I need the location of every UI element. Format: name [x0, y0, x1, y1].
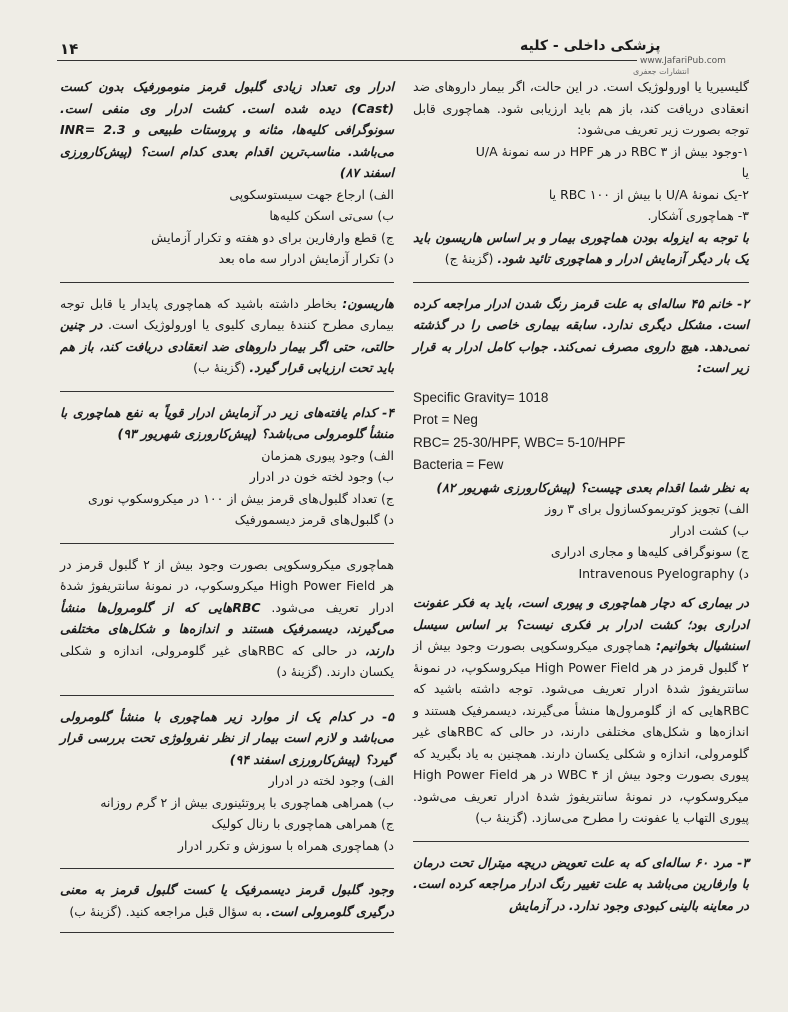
q2-answer-choice: (گزینهٔ ب) [475, 810, 528, 825]
option-item: ب) سی‌تی اسکن کلیه‌ها [269, 208, 394, 223]
q4-options [60, 445, 394, 531]
q2-options [413, 498, 749, 584]
q3-answer [60, 293, 394, 379]
chapter-title: پزشکی داخلی - کلیه [520, 38, 661, 54]
option-item: ب) همراهی هماچوری با پروتئینوری بیش از ۲ گرم روزانه [100, 794, 394, 810]
q3-answer-choice: (گزینهٔ ب) [193, 360, 246, 375]
q4-answer-text: هماچوری میکروسکوپی بصورت وجود بیش از ۲ گلبول قرمز در هر High Power Field میکروسکوپ، در نمونهٔ سانتریفوژ شدهٔ ادرار تعریف می‌شود. [60, 556, 395, 615]
option-item: د) گلبول‌های قرمز دیسمورفیک [234, 512, 394, 527]
section-divider [60, 543, 394, 544]
option-item: ج) سونوگرافی کلیه‌ها و مجاری ادراری [550, 544, 749, 559]
q3-options [60, 184, 394, 270]
option-item: الف) وجود لخته در ادرار [268, 773, 394, 788]
intro-or: یا [741, 165, 749, 180]
q3-stem: ۳- مرد ۶۰ ساله‌ای که به علت تعویض دریچه میترال تحت درمان با وارفارین می‌باشد به علت تغییر رنگ ادرار مراجعه کرده است. در معاینه بالینی کبودی وجود ندارد. در آزمایش [413, 854, 749, 913]
left-column [60, 76, 394, 933]
q2-question: به نظر شما اقدام بعدی چیست؟ (پیش‌کارورزی شهریور ۸۲) [436, 479, 749, 495]
option-item: ب) کشت ادرار [670, 522, 749, 538]
watermark-label: انتشارات جعفری [633, 67, 690, 76]
intro-conclusion [413, 227, 749, 270]
q3-answer-bold: در چنین حالتی، حتی اگر بیمار داروهای ضد انعقادی دریافت کند، باز هم باید تحت ارزیابی قرار گیرد. [60, 317, 394, 375]
q2-answer-text: هماچوری میکروسکوپی بصورت وجود بیش از ۲ گلبول قرمز در هر High Power Field میکروسکوپ، در نمونهٔ سانتریفوژ شدهٔ ادرار تعریف می‌شود. توجه داشته باشید که RBCهایی که از گلومرول‌ها منشأ می‌گیرند، دیسمرفیک هستند و اندازه‌ها و شکل‌های مختلفی دارند، در حالی که RBCهای غیر گلومرولی، اندازه و شکلی یکسان دارند. همچنین به یاد بگیرید که پیوری بصورت وجود بیش از ۴ WBC در هر High Power Field میکروسکوپ، در نمونهٔ سانتریفوژ شدهٔ ادرار تعریف می‌شود. پیوری التهاب یا عفونت را مطرح می‌سازد. [413, 638, 749, 825]
section-divider [60, 391, 394, 392]
q5-answer-choice: (گزینهٔ ب) [69, 903, 122, 919]
option-item: د) تکرار آزمایش ادرار سه ماه بعد [218, 251, 394, 266]
section-divider [60, 695, 394, 696]
section-divider [60, 868, 394, 869]
q4-answer [60, 554, 394, 683]
option-item: د) هماچوری همراه با سوزش و تکرر ادرار [177, 837, 394, 853]
section-divider [413, 282, 749, 283]
q5-options [60, 770, 394, 856]
lab-line: Specific Gravity= 1018 [413, 389, 549, 405]
intro-criterion-1: ۱-وجود بیش از ۳ RBC در هر HPF در سه نمونهٔ U/A [475, 143, 749, 159]
lab-line: Bacteria = Few [413, 457, 504, 472]
q4-answer-choice: (گزینهٔ د) [276, 664, 323, 679]
intro-criterion-2: ۲-یک نمونهٔ U/A با بیش از ۱۰۰ RBC یا [548, 186, 749, 202]
option-item: الف) ارجاع جهت سیستوسکوپی [229, 186, 394, 202]
section-divider [60, 932, 394, 933]
q5-answer-bold: وجود گلبول قرمز دیسمرفیک یا کست گلبول قرمز به معنی درگیری گلومرولی است. [60, 882, 394, 919]
q2-lab-results [413, 387, 749, 477]
option-item: ج) همراهی هماچوری با رنال کولیک [211, 816, 394, 831]
intro-conclusion-bold: با توجه به ایزوله بودن هماچوری بیمار و بر اساس هاریسون باید یک بار دیگر آزمایش ادرار و هماچوری تائید شود. [413, 229, 749, 266]
q3-stem-continued: ادرار وی تعداد زیادی گلبول قرمز منومورفیک بدون کست (Cast) دیده شده است. کشت ادرار وی منفی است. سونوگرافی کلیه‌ها، مثانه و پروستات طبیعی و INR= 2.3 می‌باشد. مناسب‌ترین اقدام بعدی کدام است؟ (پیش‌کارورزی اسفند ۸۷) [60, 79, 394, 180]
option-item: الف) وجود پیوری همزمان [261, 447, 394, 463]
q5-answer [60, 879, 394, 922]
section-divider [413, 841, 749, 842]
option-item: د) Intravenous Pyelography [578, 565, 749, 581]
q4-answer-tail: در حالی که RBCهای غیر گلومرولی، اندازه و شکلی یکسان دارند. [60, 642, 394, 679]
option-item: ب) وجود لخته خون در ادرار [249, 469, 394, 484]
q3-answer-text: بخاطر داشته باشید که هماچوری پایدار یا قابل توجه بیماری مطرح کنندهٔ بیماری کلیوی یا اورولوژیک است. [60, 295, 394, 332]
intro-answer: (گزینهٔ ج) [444, 251, 494, 266]
q2-answer [413, 592, 749, 829]
section-divider [60, 282, 394, 283]
q3-answer-lead: هاریسون: [342, 295, 394, 311]
q5-answer-tail: به سؤال قبل مراجعه کنید. [125, 903, 262, 919]
q4-stem: ۴- کدام یافته‌های زیر در آزمایش ادرار قویاً به نفع هماچوری با منشأ گلومرولی می‌باشد؟ (پیش‌کارورزی شهریور ۹۳) [60, 404, 394, 441]
intro-paragraph: گلیسیریا یا اورولوژیک است. در این حالت، اگر بیمار داروهای ضد انعقادی دریافت کند، باز هم باید ارزیابی شود. هماچوری قابل توجه بصورت زیر تعریف می‌شود: [413, 79, 749, 137]
q5-stem: ۵- در کدام یک از موارد زیر هماچوری با منشأ گلومرولی می‌باشد و لازم است بیمار از نظر نفرولوژی تحت بررسی قرار گیرد؟ (پیش‌کارورزی اسفند ۹۴) [60, 708, 394, 767]
q4-answer-bold: RBCهایی که از گلومرول‌ها منشأ می‌گیرند، دیسمرفیک هستند و اندازه‌ها و شکل‌های مختلفی دارند، [60, 599, 394, 658]
q2-answer-bold: در بیماری که دچار هماچوری و پیوری است، باید به فکر عفونت ادراری بود؛ کشت ادرار بر فکری نیست؟ بر اساس سیسل اسنشیال بخوانیم: [413, 595, 749, 653]
option-item: الف) تجویز کوتریموکسازول برای ۳ روز [545, 501, 749, 516]
q2-stem: ۲- خانم ۴۵ ساله‌ای به علت قرمز رنگ شدن ادرار مراجعه کرده است. مشکل دیگری ندارد. سابقه بیماری خاصی را در گذشته نمی‌دهد. هیچ داروی مصرف نمی‌کند. جواب کامل ادرار به قرار زیر است: [413, 295, 749, 375]
header-divider [57, 60, 637, 61]
option-item: ج) قطع وارفارین برای دو هفته و تکرار آزمایش [151, 229, 394, 245]
right-column [413, 76, 749, 916]
option-item: ج) تعداد گلبول‌های قرمز بیش از ۱۰۰ در میکروسکوپ نوری [88, 490, 394, 506]
lab-line: RBC= 25-30/HPF, WBC= 5-10/HPF [413, 434, 626, 450]
intro-criterion-3: ۳- هماچوری آشکار. [647, 208, 749, 223]
page-number: ۱۴ [60, 40, 79, 58]
watermark-url: www.JafariPub.com [640, 56, 726, 66]
lab-line: Prot = Neg [413, 412, 478, 427]
